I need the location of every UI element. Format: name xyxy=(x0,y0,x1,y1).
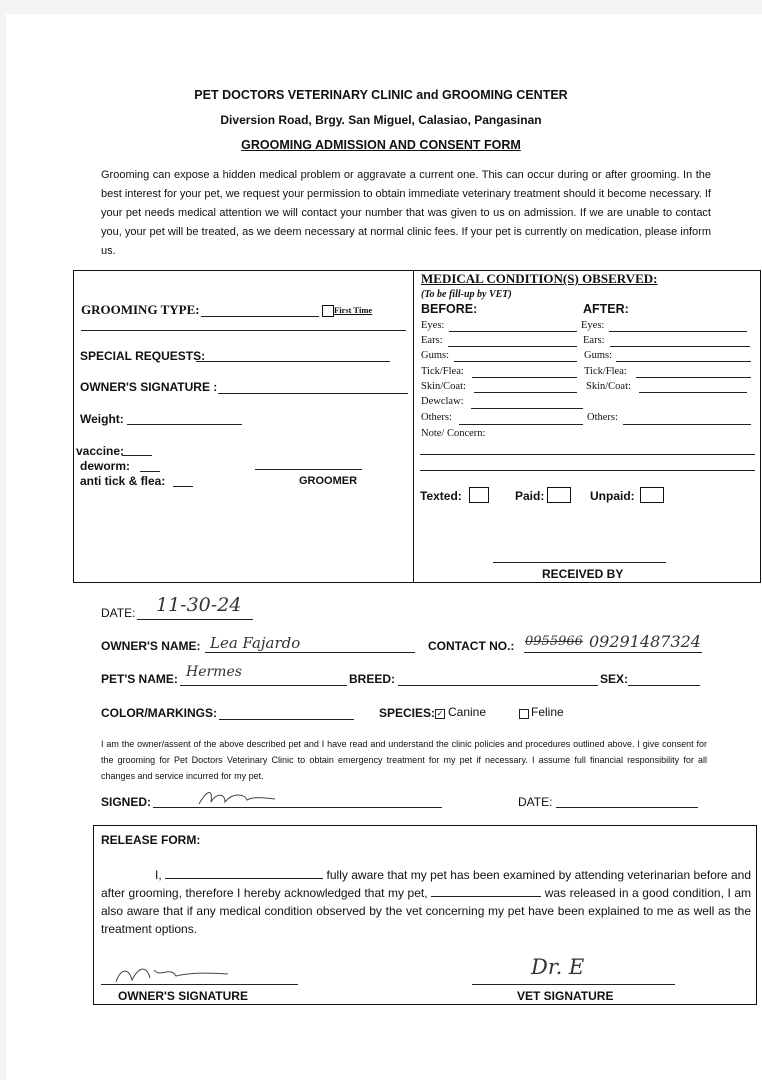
after-others-field[interactable] xyxy=(623,424,751,425)
release-pet-blank[interactable] xyxy=(431,885,541,897)
contact-label: CONTACT NO.: xyxy=(428,639,515,653)
canine-checkbox[interactable]: ✓ xyxy=(436,709,444,718)
deworm-field[interactable] xyxy=(140,471,160,472)
before-tick-field[interactable] xyxy=(472,377,577,378)
received-by-line[interactable] xyxy=(493,562,666,563)
release-owner-handwritten-signature xyxy=(110,960,240,986)
intro-paragraph: Grooming can expose a hidden medical problem or aggravate a current one. This can occur during or after grooming. In the best interest for your pet, we request your permission to obtain immediate veterinary treatment should it become necessary. If your pet needs medical attention we will contact your number that was given to us on admission. If we are unable to contact you, your pet will be treated, as we deem necessary at normal clinic fees. If your pet is currently on medication, please inform us. xyxy=(101,169,711,257)
release-text-2: fully aware that my pet has been examined by attending veterinarian before and after grooming, therefore I hereby acknowledged that my pet, xyxy=(101,868,751,900)
release-name-blank[interactable] xyxy=(165,867,323,879)
anti-tick-field[interactable] xyxy=(173,486,193,487)
special-requests-field[interactable] xyxy=(196,361,390,362)
clinic-address: Diversion Road, Brgy. San Miguel, Calasiao, Pangasinan xyxy=(220,113,542,127)
first-time-checkbox[interactable] xyxy=(322,305,334,317)
date-value: 11-30-24 xyxy=(156,594,242,616)
before-skin-label: Skin/Coat: xyxy=(421,381,466,392)
vaccine-label: vaccine: xyxy=(76,444,125,458)
vet-signature-value: Dr. E xyxy=(531,955,585,979)
after-gums-label: Gums: xyxy=(584,350,613,361)
box-divider xyxy=(413,270,414,583)
contact-value: 09291487324 xyxy=(589,632,701,651)
owner-name-field[interactable] xyxy=(205,652,415,653)
after-eyes-label: Eyes: xyxy=(581,320,605,331)
before-gums-field[interactable] xyxy=(454,361,577,362)
release-paragraph xyxy=(101,866,751,938)
owner-name-label: OWNER'S NAME: xyxy=(101,639,201,653)
feline-label: Feline xyxy=(531,705,564,719)
first-time-label: First Time xyxy=(334,305,373,315)
grooming-type-field[interactable] xyxy=(201,316,319,317)
before-label: BEFORE: xyxy=(421,302,478,316)
signed-date-label: DATE: xyxy=(518,795,553,809)
before-others-label: Others: xyxy=(421,412,452,423)
received-by-label: RECEIVED BY xyxy=(542,567,624,581)
weight-label: Weight: xyxy=(80,412,124,426)
pet-name-label: PET'S NAME: xyxy=(101,672,178,686)
before-gums-label: Gums: xyxy=(421,350,450,361)
groomer-signature-line[interactable] xyxy=(255,469,362,470)
contact-struck-value: 0955966 xyxy=(525,634,583,649)
vet-signature-line[interactable] xyxy=(472,984,675,985)
before-dewclaw-label: Dewclaw: xyxy=(421,396,464,407)
owner-name-value: Lea Fajardo xyxy=(210,634,301,652)
note-label: Note/ Concern: xyxy=(421,428,486,439)
after-skin-label: Skin/Coat: xyxy=(586,381,631,392)
after-ears-label: Ears: xyxy=(583,335,605,346)
deworm-label: deworm: xyxy=(80,459,131,473)
before-ears-label: Ears: xyxy=(421,335,443,346)
groomer-label: GROOMER xyxy=(299,475,358,487)
before-others-field[interactable] xyxy=(459,424,583,425)
release-text-1: I, xyxy=(155,868,162,882)
release-owner-signature-label: OWNER'S SIGNATURE xyxy=(118,989,248,1003)
release-owner-signature-line[interactable] xyxy=(101,984,298,985)
after-label: AFTER: xyxy=(583,302,629,316)
breed-label: BREED: xyxy=(349,672,396,686)
release-text-3: was released in a good condition, I am also aware that if any medical condition observed by the vet concerning my pet have been explained to me as well as the treatment options. xyxy=(101,886,751,936)
sex-field[interactable] xyxy=(628,685,700,686)
vet-signature-label: VET SIGNATURE xyxy=(517,989,614,1003)
signed-date-field[interactable] xyxy=(556,807,698,808)
consent-text: I am the owner/assent of the above described pet and I have read and understand the clinic policies and procedures outlined above. I give consent for the grooming for Pet Doctors Veterinary Clinic to obtain emergency treatment for my pet if necessary. I assume full financial responsibility for all changes and service incurred for my pet. xyxy=(101,739,707,781)
feline-checkbox[interactable] xyxy=(519,709,529,719)
medical-title: MEDICAL CONDITION(S) OBSERVED: xyxy=(421,271,658,286)
texted-label: Texted: xyxy=(420,489,462,503)
owner-signature-field[interactable] xyxy=(218,393,408,394)
texted-checkbox[interactable] xyxy=(469,487,489,503)
color-label: COLOR/MARKINGS: xyxy=(101,706,217,720)
note-line-1[interactable] xyxy=(420,454,755,455)
before-ears-field[interactable] xyxy=(448,346,577,347)
before-eyes-label: Eyes: xyxy=(421,320,445,331)
unpaid-label: Unpaid: xyxy=(590,489,635,503)
grooming-type-field-2[interactable] xyxy=(81,330,406,331)
clinic-name: PET DOCTORS VETERINARY CLINIC and GROOMING CENTER xyxy=(194,88,568,102)
date-field[interactable] xyxy=(137,619,253,620)
before-eyes-field[interactable] xyxy=(449,331,577,332)
color-field[interactable] xyxy=(219,719,354,720)
weight-field[interactable] xyxy=(127,424,242,425)
species-label: SPECIES: xyxy=(379,706,436,720)
after-ears-field[interactable] xyxy=(610,346,750,347)
breed-field[interactable] xyxy=(398,685,598,686)
before-tick-label: Tick/Flea: xyxy=(421,366,464,377)
special-requests-label: SPECIAL REQUESTS: xyxy=(80,349,206,363)
after-tick-label: Tick/Flea: xyxy=(584,366,627,377)
release-title: RELEASE FORM: xyxy=(101,833,201,847)
form-title: GROOMING ADMISSION AND CONSENT FORM xyxy=(241,138,521,152)
anti-tick-label: anti tick & flea: xyxy=(80,474,166,488)
sex-label: SEX: xyxy=(600,672,629,686)
note-line-2[interactable] xyxy=(420,470,755,471)
canine-label: Canine xyxy=(448,705,487,719)
grooming-type-label: GROOMING TYPE: xyxy=(81,302,200,317)
paid-label: Paid: xyxy=(515,489,545,503)
before-dewclaw-field[interactable] xyxy=(471,408,583,409)
vaccine-field[interactable] xyxy=(122,455,152,456)
contact-field[interactable] xyxy=(524,652,702,653)
date-label: DATE: xyxy=(101,606,136,620)
unpaid-checkbox[interactable] xyxy=(640,487,664,503)
before-skin-field[interactable] xyxy=(474,392,577,393)
after-others-label: Others: xyxy=(587,412,618,423)
pet-name-field[interactable] xyxy=(180,685,347,686)
pet-name-value: Hermes xyxy=(186,664,242,680)
after-gums-field[interactable] xyxy=(616,361,751,362)
signed-label: SIGNED: xyxy=(101,795,152,809)
after-eyes-field[interactable] xyxy=(609,331,747,332)
owner-signature-label: OWNER'S SIGNATURE : xyxy=(80,380,218,394)
paid-checkbox[interactable] xyxy=(547,487,571,503)
medical-subtitle: (To be fill-up by VET) xyxy=(421,289,512,300)
owner-handwritten-signature xyxy=(195,786,280,810)
after-skin-field[interactable] xyxy=(639,392,747,393)
after-tick-field[interactable] xyxy=(636,377,751,378)
